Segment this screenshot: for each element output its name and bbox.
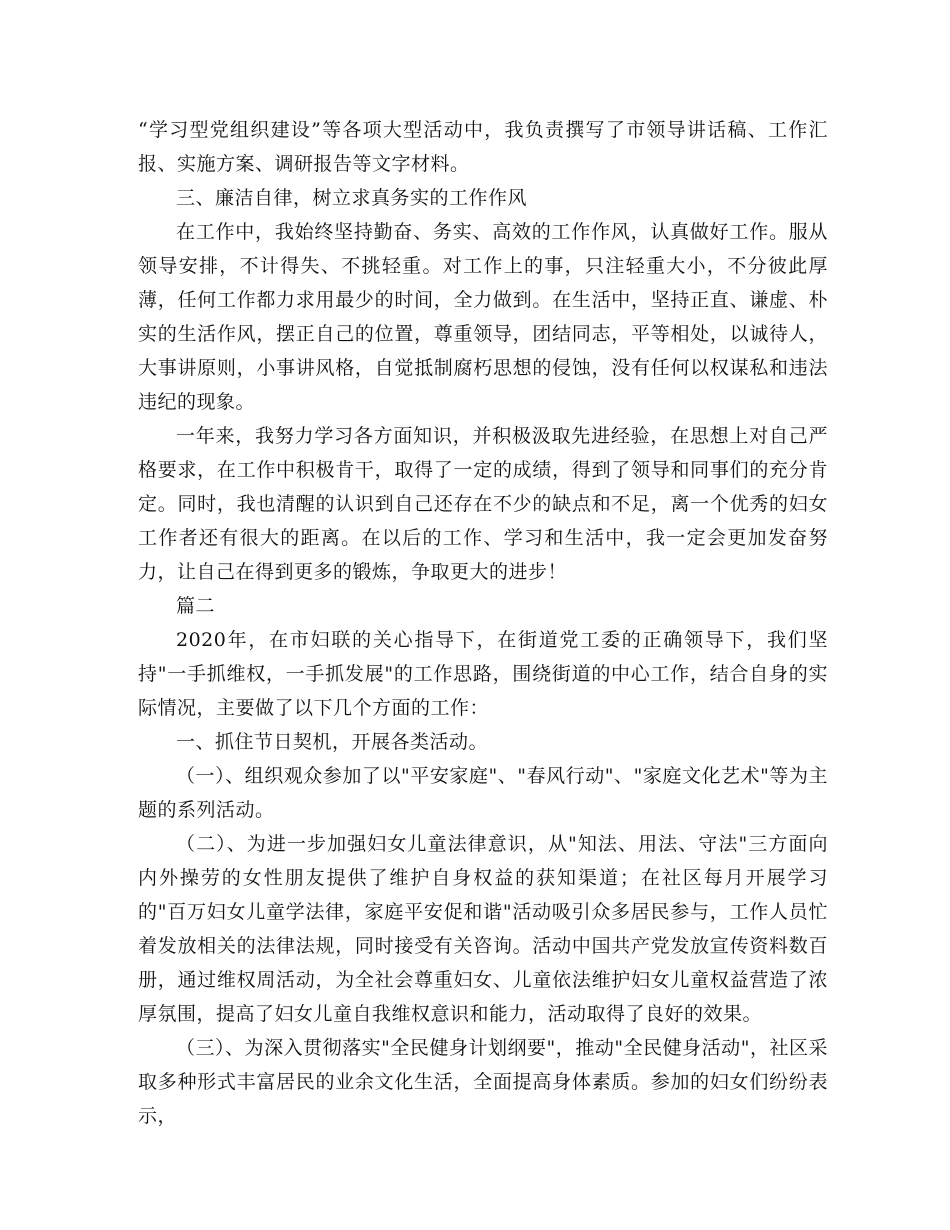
chapter-heading-part-two: 篇二 <box>176 595 216 617</box>
paragraph-continuation: “学习型党组织建设”等各项大型活动中，我负责撰写了市领导讲话稿、工作汇报、实施方案、调研报告等文字材料。 <box>138 119 828 175</box>
paragraph-year-summary: 一年来，我努力学习各方面知识，并积极汲取先进经验，在思想上对自己严格要求，在工作中积极肯干，取得了一定的成绩，得到了领导和同事们的充分肯定。同时，我也清醒的认识到自己还存在不少的缺点和不足，离一个优秀的妇女工作者还有很大的距离。在以后的工作、学习和生活中，我一定会更加发奋努力，让自己在得到更多的锻炼，争取更大的进步！ <box>138 425 828 583</box>
paragraph-intro-2020: 2020年，在市妇联的关心指导下，在街道党工委的正确领导下，我们坚持"一手抓维权，一手抓发展"的工作思路，围绕街道的中心工作，结合自身的实际情况，主要做了以下几个方面的工作： <box>138 629 828 719</box>
document-body <box>138 113 828 1133</box>
paragraph-item-three: （三）、为深入贯彻落实"全民健身计划纲要"，推动"全民健身活动"，社区采取多种形式丰富居民的业余文化生活，全面提高身体素质。参加的妇女们纷纷表示， <box>138 1037 828 1127</box>
section-heading-activities: 一、抓住节日契机，开展各类活动。 <box>176 731 489 753</box>
section-heading-integrity: 三、廉洁自律，树立求真务实的工作作风 <box>176 187 528 209</box>
paragraph-item-two: （二）、为进一步加强妇女儿童法律意识，从"知法、用法、守法"三方面向内外操劳的女性朋友提供了维护自身权益的获知渠道；在社区每月开展学习的"百万妇女儿童学法律，家庭平安促和谐"活动吸引众多居民参与，工作人员忙着发放相关的法律法规，同时接受有关咨询。活动中国共产党发放宣传资料数百册，通过维权周活动，为全社会尊重妇女、儿童依法维护妇女儿童权益营造了浓厚氛围，提高了妇女儿童自我维权意识和能力，活动取得了良好的效果。 <box>138 833 828 1025</box>
paragraph-item-one: （一）、组织观众参加了以"平安家庭"、"春风行动"、"家庭文化艺术"等为主题的系列活动。 <box>138 765 828 821</box>
paragraph-work-style: 在工作中，我始终坚持勤奋、务实、高效的工作作风，认真做好工作。服从领导安排，不计得失、不挑轻重。对工作上的事，只注轻重大小，不分彼此厚薄，任何工作都力求用最少的时间，全力做到。在生活中，坚持正直、谦虚、朴实的生活作风，摆正自己的位置，尊重领导，团结同志，平等相处，以诚待人，大事讲原则，小事讲风格，自觉抵制腐朽思想的侵蚀，没有任何以权谋私和违法违纪的现象。 <box>138 221 828 413</box>
